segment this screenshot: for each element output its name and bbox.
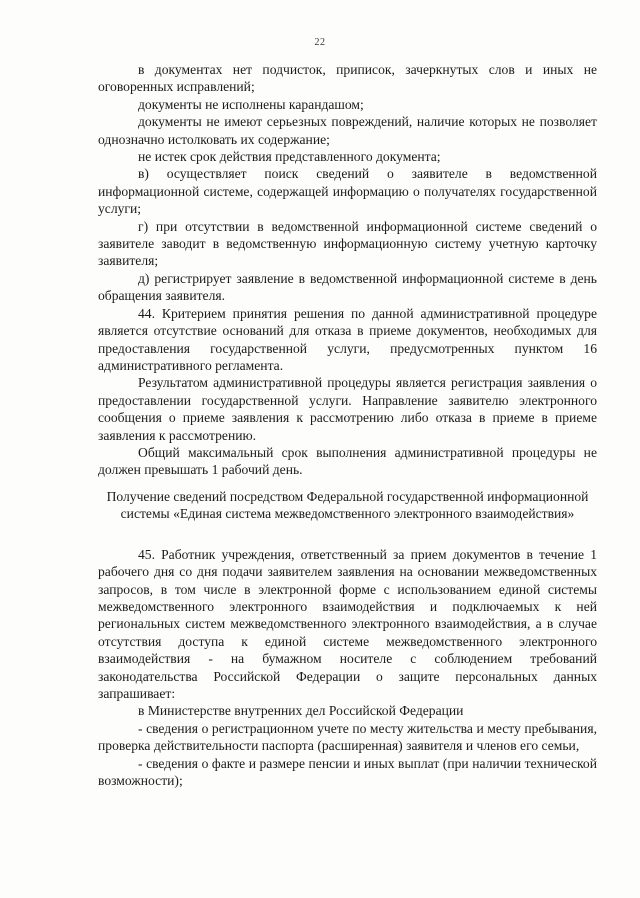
page-number: 22 <box>314 37 326 48</box>
paragraph: не истек срок действия представленного документа; <box>138 149 441 165</box>
paragraph: - сведения о регистрационном учете по месту жительства и месту пребывания, проверка действительности паспорта (расширенная) заявителя и членов его семьи, <box>98 720 597 754</box>
paragraph: 44. Критерием принятия решения по данной административной процедуре является отсутствие оснований для отказа в приеме документов, необходимых для предоставления государственной услуги, предусмотренных пунктом 16 административного регламента. <box>98 305 597 373</box>
paragraph: 45. Работник учреждения, ответственный за прием документов в течение 1 рабочего дня со дня подачи заявителем заявления на основании межведомственных запросов, в том числе в электронной форме с использованием единой системы межведомственного электронного взаимодействия и подключаемых к ней региональных систем межведомственного электронного взаимодействия, а в случае отсутствия доступа к единой системе межведомственного электронного взаимодействия - на бумажном носителе с соблюдением требований законодательства Российской Федерации о защите персональных данных запрашивает: <box>98 546 597 702</box>
section-heading: Получение сведений посредством Федеральной государственной информационной системы «Единая система межведомственного электронного взаимодействия» <box>106 489 589 522</box>
spacer <box>98 523 597 546</box>
paragraph: Общий максимальный срок выполнения административной процедуры не должен превышать 1 рабочий день. <box>98 444 597 478</box>
paragraph: в Министерстве внутренних дел Российской Федерации <box>138 703 464 719</box>
paragraph: Результатом административной процедуры является регистрация заявления о предоставлении государственной услуги. Направление заявителю электронного сообщения о приеме заявления к рассмотрению либо отказа в приеме в приеме заявления к рассмотрению. <box>98 375 597 443</box>
paragraph: в) осуществляет поиск сведений о заявителе в ведомственной информационной системе, содержащей информацию о получателях государственной услуги; <box>98 166 597 217</box>
paragraph: - сведения о факте и размере пенсии и иных выплат (при наличии технической возможности); <box>98 755 597 789</box>
paragraph: документы не имеют серьезных повреждений, наличие которых не позволяет однозначно истолковать их содержание; <box>98 114 597 147</box>
paragraph: г) при отсутствии в ведомственной информационной системе сведений о заявителе заводит в ведомственную информационную систему учетную карточку заявителя; <box>98 218 597 269</box>
paragraph: д) регистрирует заявление в ведомственной информационной системе в день обращения заявителя. <box>98 270 597 304</box>
text-block-bottom <box>98 488 597 790</box>
text-block-top <box>98 61 597 479</box>
paragraph: в документах нет подчисток, приписок, зачеркнутых слов и иных не оговоренных исправлений; <box>98 62 597 95</box>
paragraph: документы не исполнены карандашом; <box>138 96 364 112</box>
